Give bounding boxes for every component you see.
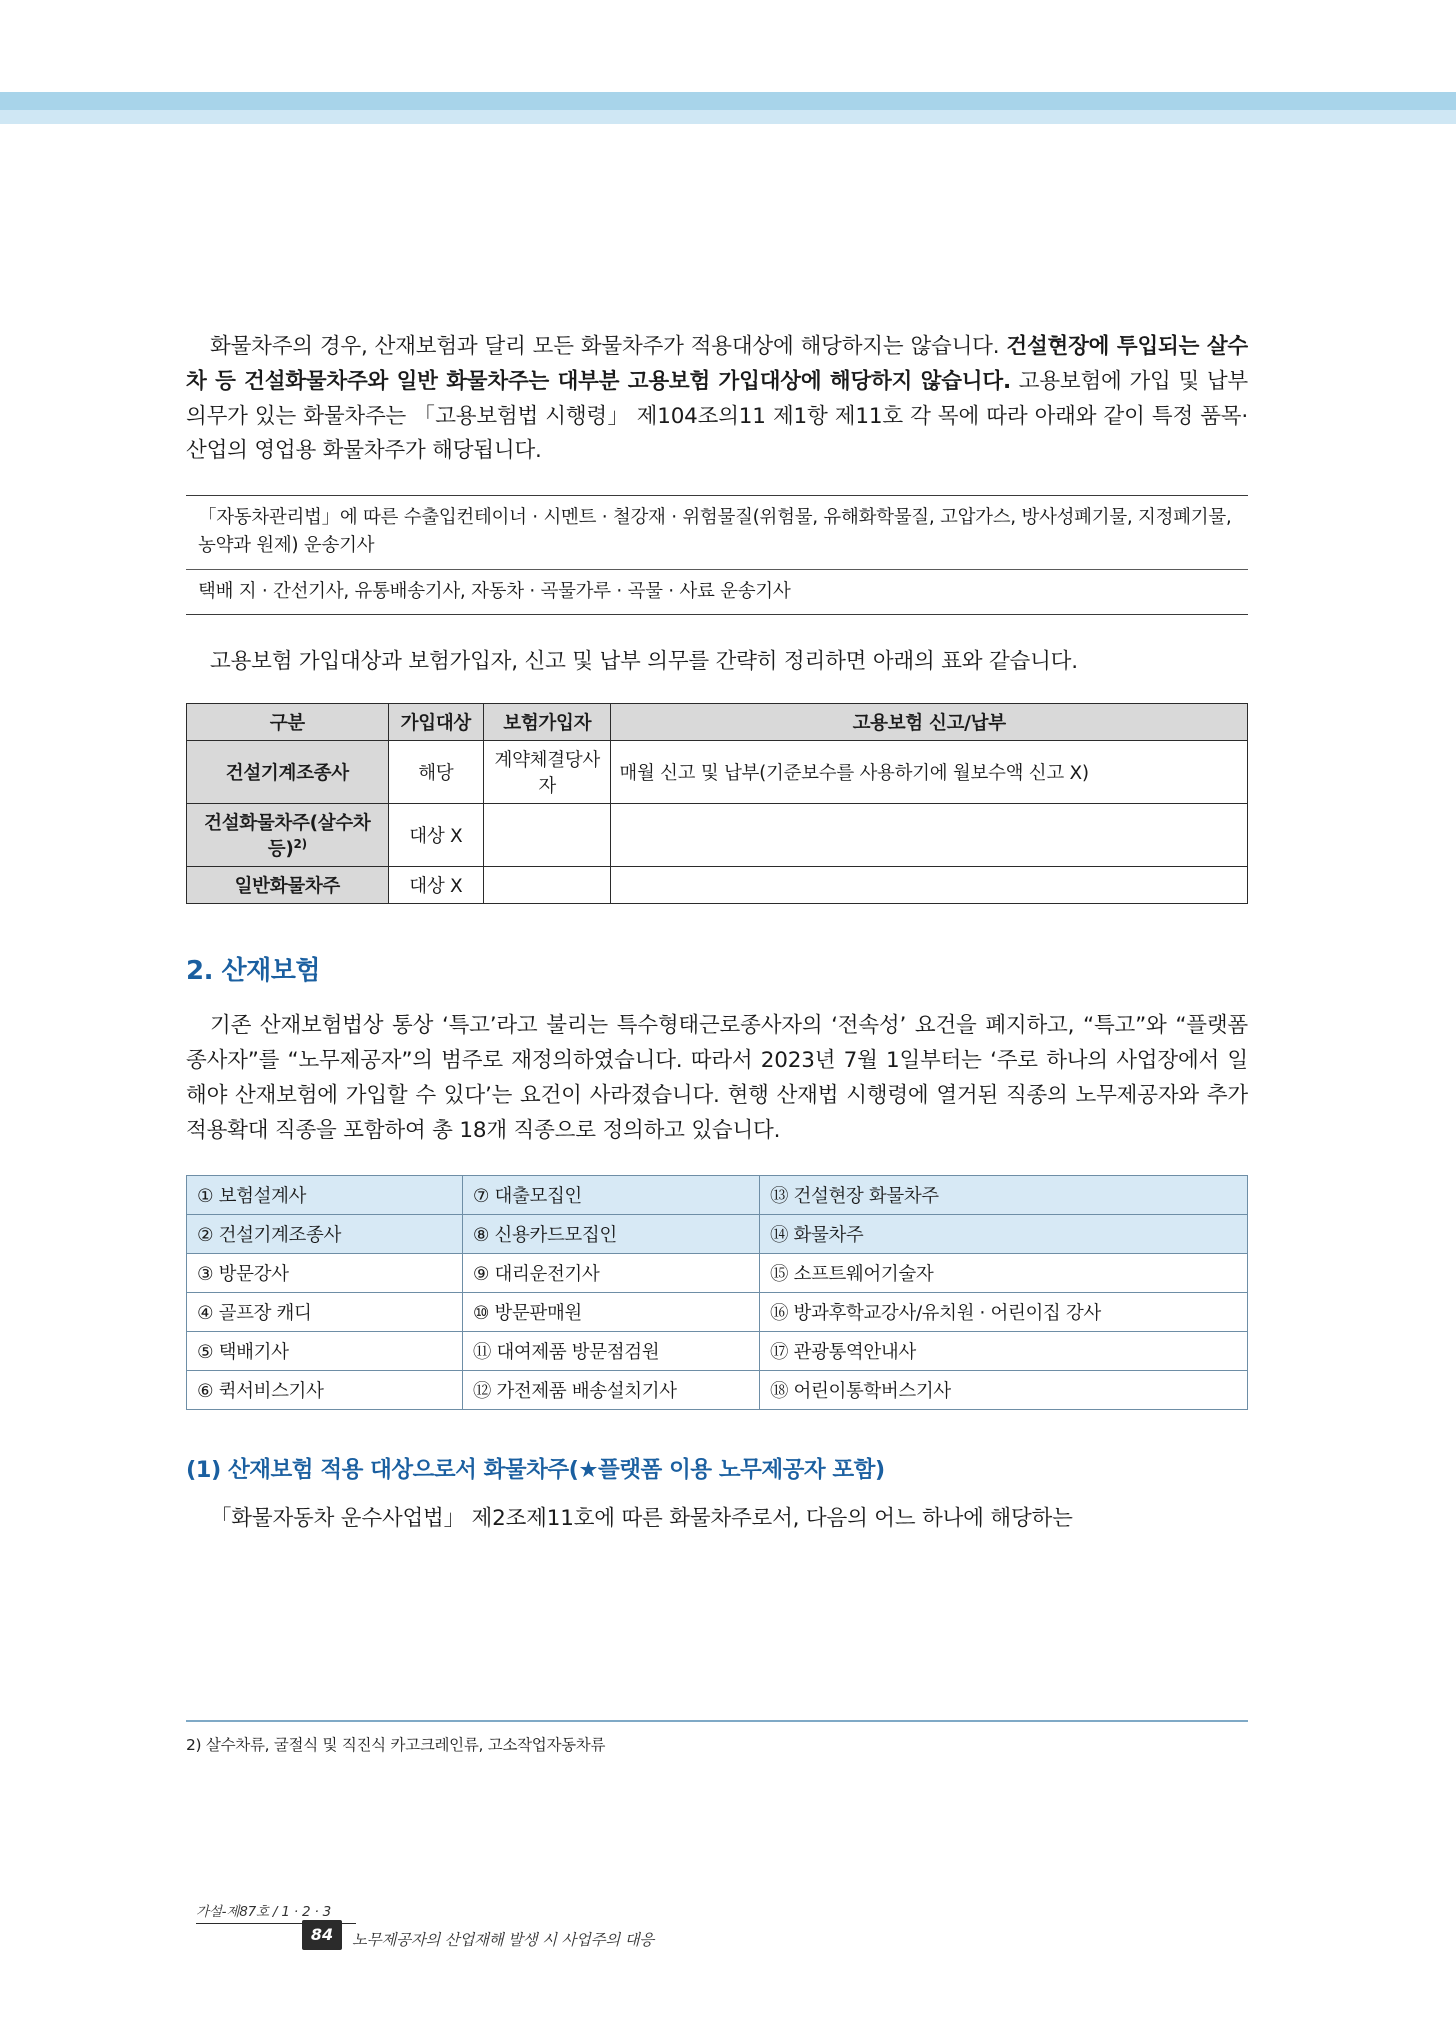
intro-p1-part-a: 화물차주의 경우, 산재보험과 달리 모든 화물차주가 적용대상에 해당하지는 않습니다. [210, 334, 1007, 359]
row-label [187, 867, 389, 904]
occupation-cell: ⑬ 건설현장 화물차주 [759, 1175, 1247, 1214]
quote-row-1: 「자동차관리법」에 따른 수출입컨테이너 · 시멘트 · 철강재 · 위험물질(위험물, 유해화학물질, 고압가스, 방사성폐기물, 지정폐기물, 농약과 원제) 운송기사 [198, 507, 1232, 557]
occupation-cell: ⑯ 방과후학교강사/유치원 · 어린이집 강사 [759, 1292, 1247, 1331]
footer-article-title: 노무제공자의 산업재해 발생 시 사업주의 대응 [352, 1931, 654, 1949]
employment-insurance-table [186, 703, 1248, 904]
occupation-cell: ⑨ 대리운전기사 [462, 1253, 759, 1292]
quote-row-2: 택배 지 · 간선기사, 유통배송기사, 자동차 · 곡물가루 · 곡물 · 사료 운송기사 [186, 569, 1248, 614]
subsection-heading: (1) 산재보험 적용 대상으로서 화물차주(★플랫폼 이용 노무제공자 포함) [186, 1456, 885, 1483]
occupation-cell: ⑦ 대출모집인 [462, 1175, 759, 1214]
table-body [187, 741, 1248, 904]
header-bar-light [0, 110, 1456, 124]
row-label-text: 일반화물차주 [234, 876, 340, 898]
cell-report [611, 804, 1248, 867]
intro-p1-part-c: 고용보험에 가입 및 납부의무가 있는 화물차주는 「고용보험법 시행령」 제104조의11 제1항 제11호 각 목에 따라 아래와 같이 특정 품목·산업의 영업용 화물차주가 해당됩니다. [186, 368, 1248, 464]
cell-insurer [484, 867, 611, 904]
table-header-row [187, 704, 1248, 741]
cell-report: 매월 신고 및 납부(기준보수를 사용하기에 월보수액 신고 X) [611, 741, 1248, 804]
cell-target: 대상 X [388, 867, 483, 904]
occupation-list-table [186, 1175, 1248, 1410]
table-row [187, 867, 1248, 904]
table-row [187, 1253, 1248, 1292]
footnote-text: 2) 살수차류, 굴절식 및 직진식 카고크레인류, 고소작업자동차류 [186, 1736, 606, 1754]
cell-report [611, 867, 1248, 904]
occupation-cell: ⑤ 택배기사 [187, 1331, 463, 1370]
occupation-cell: ⑩ 방문판매원 [462, 1292, 759, 1331]
cell-target: 대상 X [388, 804, 483, 867]
table-row [187, 1292, 1248, 1331]
table-row [187, 1214, 1248, 1253]
col-header-target: 가입대상 [388, 704, 483, 741]
occupation-cell: ⑰ 관광통역안내사 [759, 1331, 1247, 1370]
cell-insurer [484, 804, 611, 867]
section2-paragraph: 기존 산재보험법상 통상 ‘특고’라고 불리는 특수형태근로종사자의 ‘전속성’ 요건을 폐지하고, “특고”와 “플랫폼 종사자”를 “노무제공자”의 범주로 재정의하였습니다. 따라서 2023년 7월 1일부터는 ‘주로 하나의 사업장에서 일해야 산재보험에 가입할 수 있다’는 요건이 사라졌습니다. 현행 산재법 시행령에 열거된 직종의 노무제공자와 추가 적용확대 직종을 포함하여 총 18개 직종으로 정의하고 있습니다. [186, 1013, 1248, 1143]
cargo-driver-scope-box [186, 495, 1248, 614]
occupation-cell: ⑮ 소프트웨어기술자 [759, 1253, 1247, 1292]
occupation-cell: ⑥ 퀵서비스기사 [187, 1370, 463, 1409]
table-row [187, 1175, 1248, 1214]
intro-paragraph-2: 고용보험 가입대상과 보험가입자, 신고 및 납부 의무를 간략히 정리하면 아래의 표와 같습니다. [210, 648, 1078, 674]
row-label-text: 건설화물차주(살수차 등) [204, 813, 371, 861]
spacer [186, 615, 1248, 645]
col-header-insurer: 보험가입자 [484, 704, 611, 741]
page-number-badge: 84 [302, 1920, 342, 1950]
header-bar-dark [0, 92, 1456, 110]
row-label [187, 804, 389, 867]
subsection-paragraph: 「화물자동차 운수사업법」 제2조제11호에 따른 화물차주로서, 다음의 어느 하나에 해당하는 [210, 1505, 1073, 1531]
occupation-cell: ⑫ 가전제품 배송설치기사 [462, 1370, 759, 1409]
table-row [187, 1331, 1248, 1370]
intro-paragraph-1 [186, 330, 1248, 469]
occupation-table-body [187, 1175, 1248, 1409]
cell-insurer: 계약체결당사자 [484, 741, 611, 804]
occupation-cell: ④ 골프장 캐디 [187, 1292, 463, 1331]
section-heading-2: 2. 산재보험 [186, 956, 320, 987]
page-content [186, 330, 1248, 1537]
col-header-report: 고용보험 신고/납부 [611, 704, 1248, 741]
cell-target: 해당 [388, 741, 483, 804]
intro-p1-part-b: 건설현장에 투입되는 살수차 등 건설화물차주와 일반 화물차주는 대부분 고용보험 가입대상에 해당하지 않습니다. [186, 334, 1248, 394]
occupation-cell: ⑱ 어린이통학버스기사 [759, 1370, 1247, 1409]
col-header-division: 구분 [187, 704, 389, 741]
occupation-cell: ⑪ 대여제품 방문점검원 [462, 1331, 759, 1370]
row-label-text: 건설기계조종사 [225, 763, 349, 785]
footer-journal-info: 가설-제87호 / 1 · 2 · 3 [196, 1904, 332, 1920]
occupation-cell: ② 건설기계조종사 [187, 1214, 463, 1253]
row-label [187, 741, 389, 804]
table-row [187, 804, 1248, 867]
footnote-marker: 2) [293, 837, 307, 852]
occupation-cell: ⑭ 화물차주 [759, 1214, 1247, 1253]
page-footer [186, 1900, 1248, 1949]
table-row [187, 741, 1248, 804]
occupation-cell: ⑧ 신용카드모집인 [462, 1214, 759, 1253]
occupation-cell: ③ 방문강사 [187, 1253, 463, 1292]
footnote-divider [186, 1720, 1248, 1722]
occupation-cell: ① 보험설계사 [187, 1175, 463, 1214]
table-row [187, 1370, 1248, 1409]
table-header [187, 704, 1248, 741]
